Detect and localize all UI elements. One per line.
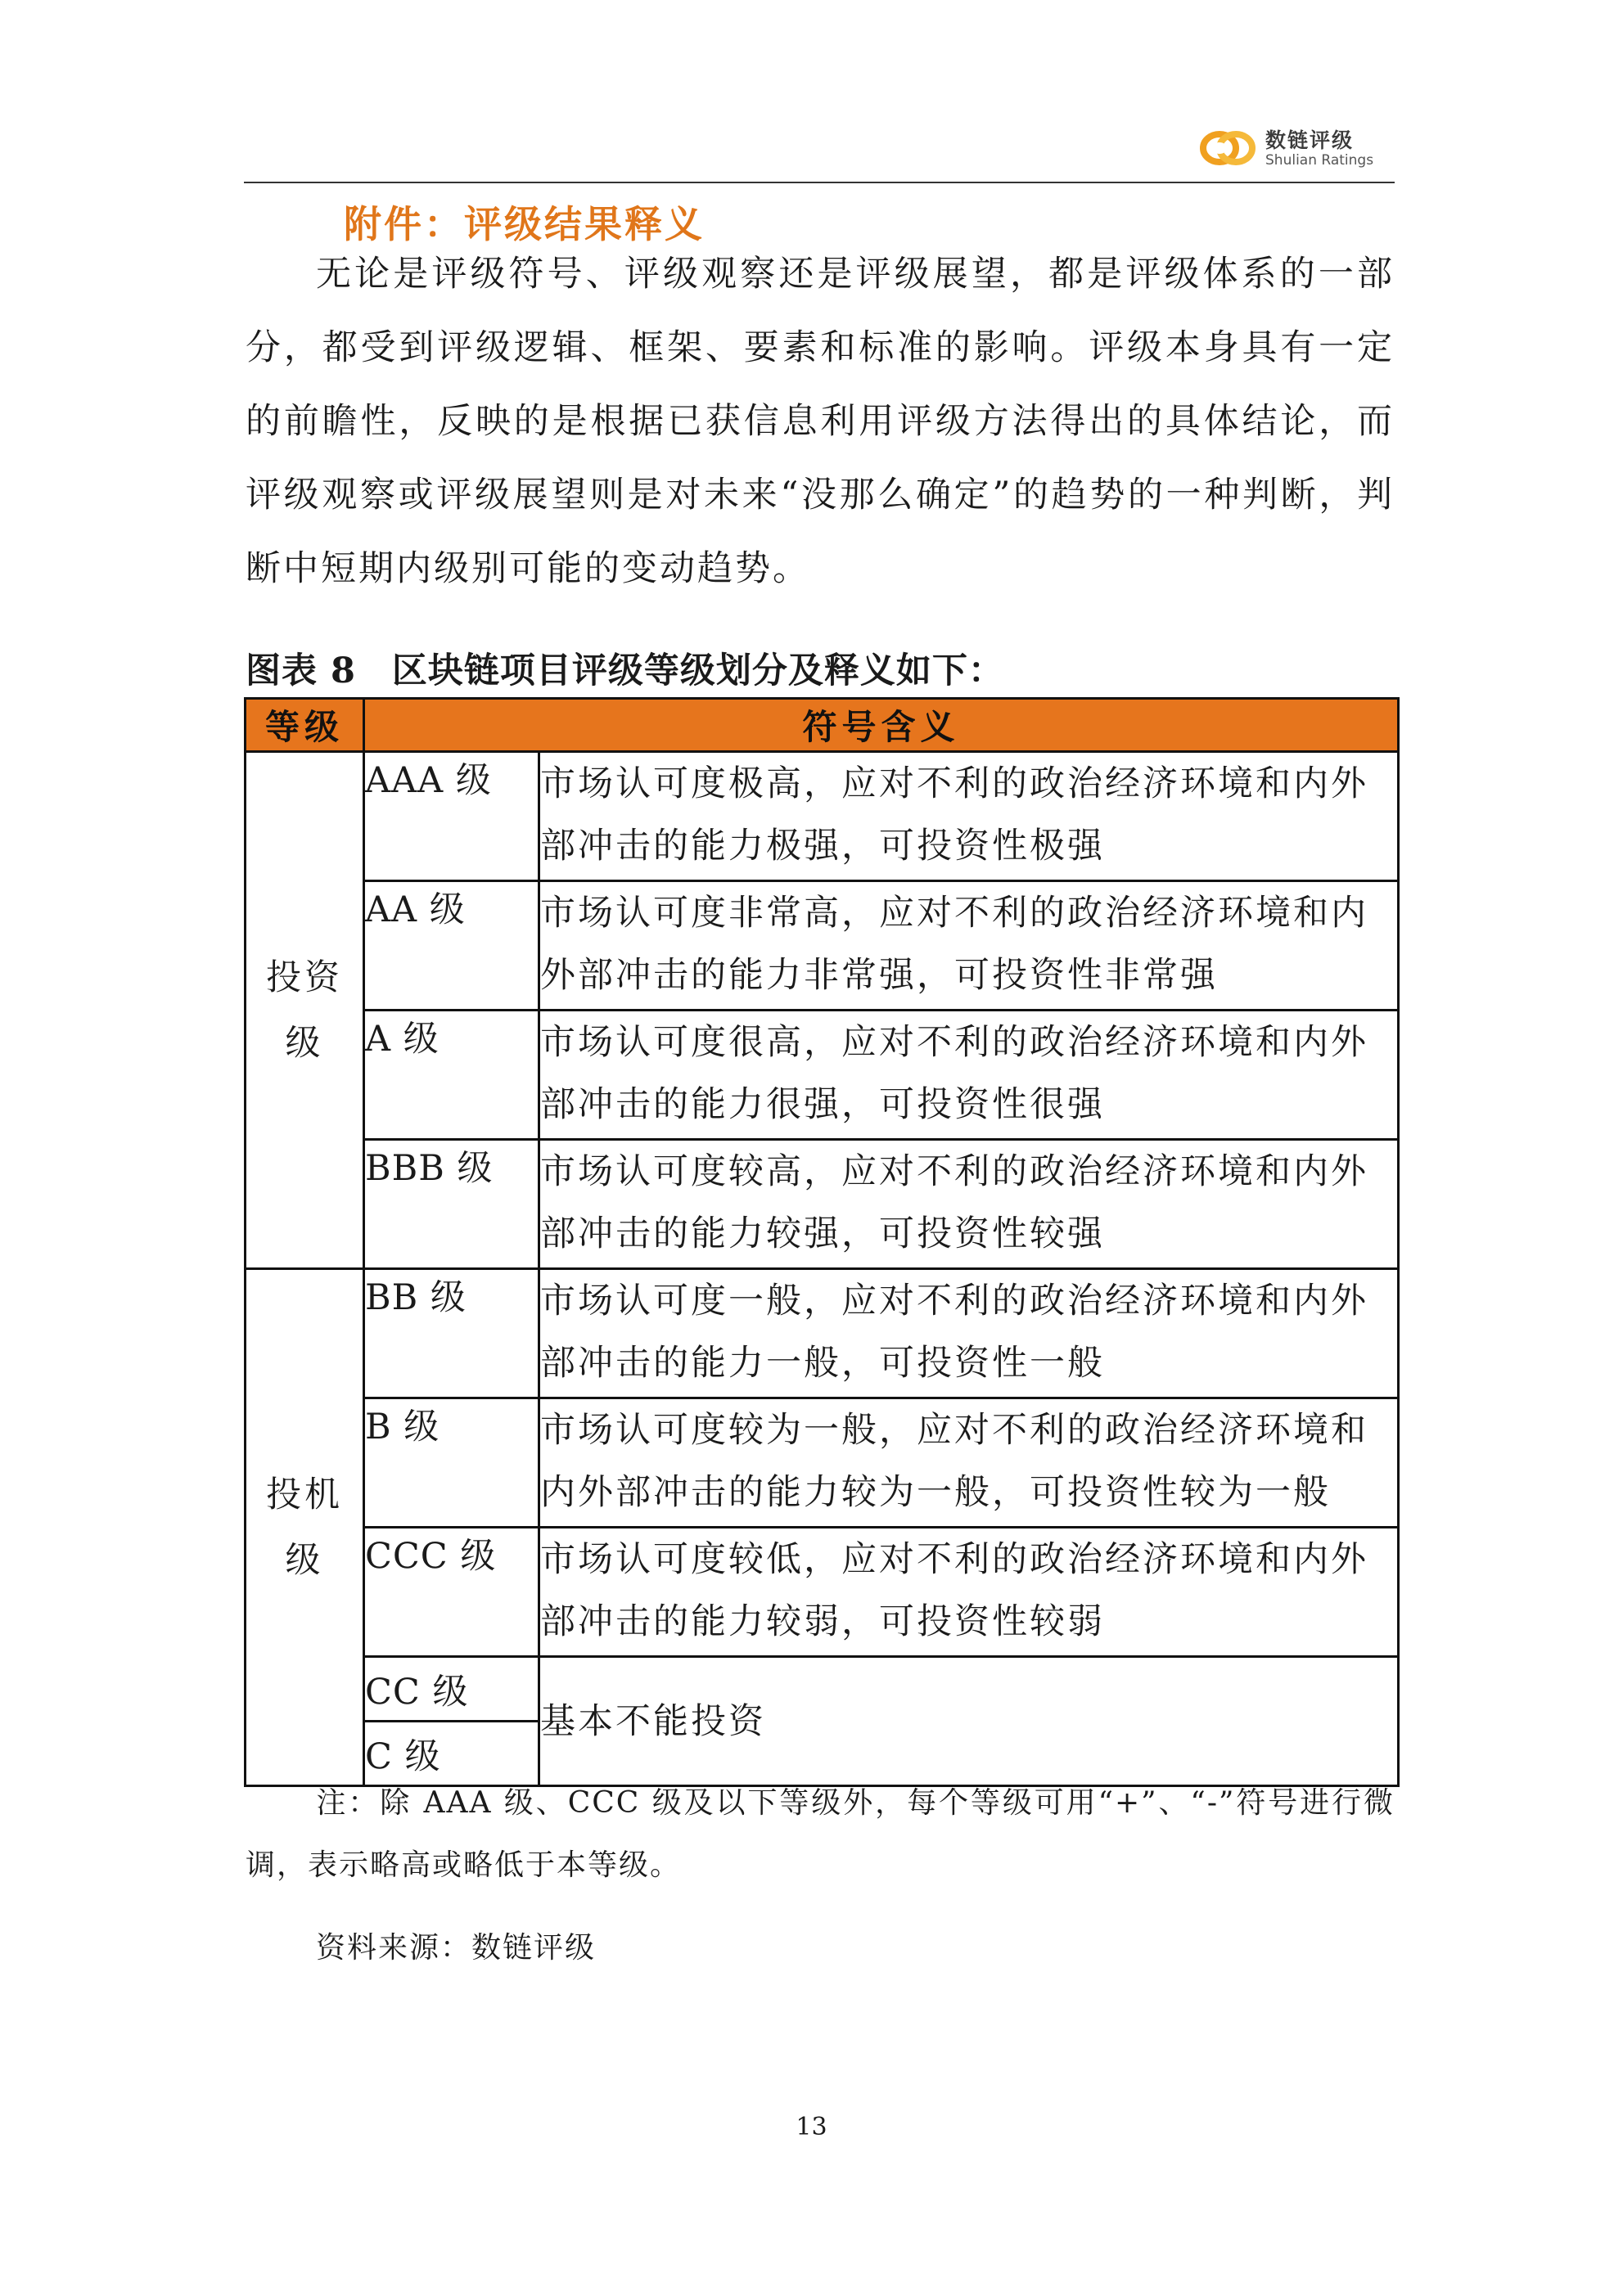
- body-paragraph: 无论是评级符号、评级观察还是评级展望，都是评级体系的一部分，都受到评级逻辑、框架、要素和标准的影响。评级本身具有一定的前瞻性，反映的是根据已获信息利用评级方法得出的具体结论，而评级观察或评级展望则是对未来“没那么确定”的趋势的一种判断，判断中短期内级别可能的变动趋势。: [246, 254, 1395, 589]
- meaning-cell: 市场认可度较低，应对不利的政治经济环境和内外部冲击的能力较弱，可投资性较弱: [539, 1528, 1399, 1657]
- source-line: 资料来源：数链评级: [316, 1931, 597, 1965]
- meaning-cell: 市场认可度极高，应对不利的政治经济环境和内外部冲击的能力极强，可投资性极强: [539, 752, 1399, 881]
- table-row: [246, 1140, 1399, 1269]
- level-cell: BBB 级: [364, 1140, 539, 1269]
- header-divider: [244, 182, 1395, 183]
- figure-title: 图表 8 区块链项目评级等级划分及释义如下：: [246, 651, 1004, 691]
- level-cell: AA 级: [364, 881, 539, 1011]
- meaning-cell: 市场认可度较为一般，应对不利的政治经济环境和内外部冲击的能力较为一般，可投资性较为一般: [539, 1398, 1399, 1528]
- meaning-cell: 基本不能投资: [539, 1657, 1399, 1786]
- table-row: [246, 1657, 1399, 1722]
- header-meaning: 符号含义: [364, 699, 1399, 752]
- section-heading: 附件：评级结果释义: [344, 202, 705, 246]
- category-label: 级: [285, 1022, 324, 1064]
- page-number: 13: [796, 2113, 827, 2141]
- rating-scale-table: [244, 697, 1400, 1787]
- category-label: 投资: [266, 957, 343, 998]
- category-label: 级: [285, 1539, 324, 1581]
- table-row: [246, 1398, 1399, 1528]
- level-cell: B 级: [364, 1398, 539, 1528]
- meaning-cell: 市场认可度一般，应对不利的政治经济环境和内外部冲击的能力一般，可投资性一般: [539, 1269, 1399, 1398]
- table-note: 注：除 AAA 级、CCC 级及以下等级外，每个等级可用“+”、“-”符号进行微调，表示略高或略低于本等级。: [246, 1786, 1395, 1882]
- category-label: 投机: [266, 1474, 343, 1515]
- table-row: [246, 1011, 1399, 1140]
- brand-name: 数链评级: [1265, 128, 1355, 152]
- table-row: [246, 1269, 1399, 1398]
- meaning-cell: 市场认可度较高，应对不利的政治经济环境和内外部冲击的能力较强，可投资性较强: [539, 1140, 1399, 1269]
- table-row: [246, 881, 1399, 1011]
- level-cell: CCC 级: [364, 1528, 539, 1657]
- category-speculative-grade: [246, 1269, 364, 1786]
- brand-english-name: Shulian Ratings: [1265, 152, 1374, 169]
- chain-link-logo-icon: [1198, 126, 1257, 170]
- meaning-cell: 市场认可度很高，应对不利的政治经济环境和内外部冲击的能力很强，可投资性很强: [539, 1011, 1399, 1140]
- level-cell: A 级: [364, 1011, 539, 1140]
- table-header-row: [246, 699, 1399, 752]
- level-cell: AAA 级: [364, 752, 539, 881]
- table-row: [246, 1528, 1399, 1657]
- brand-logo: [1198, 121, 1395, 175]
- meaning-cell: 市场认可度非常高，应对不利的政治经济环境和内外部冲击的能力非常强，可投资性非常强: [539, 881, 1399, 1011]
- header-grade: 等级: [246, 699, 364, 752]
- level-cell: BB 级: [364, 1269, 539, 1398]
- level-cell: CC 级: [364, 1657, 539, 1722]
- level-cell: C 级: [364, 1722, 539, 1786]
- category-investment-grade: [246, 752, 364, 1269]
- table-row: [246, 752, 1399, 881]
